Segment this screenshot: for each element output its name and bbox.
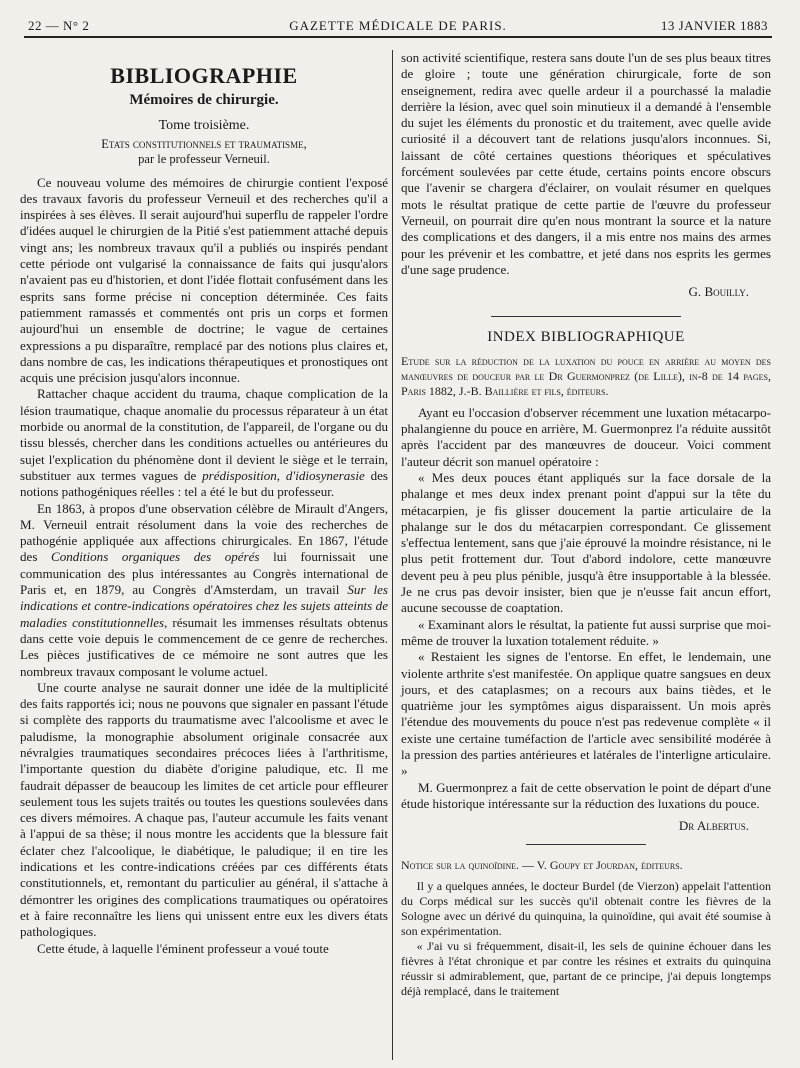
para3-italic-2: Sur les indications et contre-indications opératoires chez les sujets atteints de maladies constitutionnelles: [20, 582, 388, 630]
section-title: BIBLIOGRAPHIE: [110, 63, 298, 88]
notice-separator: [526, 844, 646, 845]
right-column: [401, 50, 771, 999]
subtitle-line-1: Etats constitutionnels et traumatisme,: [101, 136, 307, 151]
index-paragraph-4: « Restaient les signes de l'entorse. En effet, le lendemain, une violente arthrite s'est manifestée. On applique quatre sangsues en deux jours, et des cataplasmes; on a recours aux bains tièdes, et le quatrième jour les symptômes aigus disparaissent. Un mois après l'étendue des mouvements du pouce n'est pas redevenue complète « il existe une certaine tuméfaction de l'article avec sensibilité modérée à la pression des parties antérieures et latérales de l'interligne articulaire. »: [401, 649, 771, 779]
journal-title: GAZETTE MÉDICALE DE PARIS.: [289, 18, 507, 33]
para2-text-a: Rattacher chaque accident du trauma, chaque complication de la lésion traumatique, chaque anomalie du processus réparateur à un état morbide ou anormal de la constitution, de l'appareil, de l'organe ou du tissu blessés, chercher dans les conditions actuelles ou antérieures du sujet l'explication du phénomène dont il devient le siège et le terrain, substituer aux termes vagues de: [20, 386, 388, 483]
para2-text-b: des notions pathogéniques réelles : tel a été le but du professeur.: [20, 467, 388, 500]
page-number: 22 — N° 2: [28, 18, 90, 33]
review-paragraph-5: Cette étude, à laquelle l'éminent professeur a voué toute: [36, 940, 329, 956]
review-paragraph-3: [20, 501, 388, 680]
para2-italic: prédisposition, d'idiosynerasie: [202, 467, 365, 483]
notice-title: Notice sur la quinoïdine. — V. Goupy et Jourdan, éditeurs.: [401, 858, 683, 873]
notice-paragraph-2: « J'ai vu si fréquemment, disait-il, les sels de quinine échouer dans les fièvres à l'état chronique et par contre les résines et extraits du quinquina réussir si admirablement, que, partant de ce principe, j'ai depuis longtemps déjà remplacé, dans le traitement: [401, 939, 771, 999]
book-subtitle: [20, 137, 388, 167]
index-paragraph-1: Ayant eu l'occasion d'observer récemment une luxation métacarpo-phalangienne du pouce en arrière, M. Guermonprez l'a réduite aussitôt après l'accident par des manœuvres de douceur. Voici comment l'auteur décrit son manuel opératoire :: [401, 404, 771, 469]
review-paragraph-1: Ce nouveau volume des mémoires de chirurgie contient l'exposé des travaux favoris du professeur Verneuil et des recherches qu'il a inspirées à ses élèves. Il serait aujourd'hui superflu de rappeler l'ordre d'idées auquel le chirurgien de la Pitié s'est patiemment attaché depuis vingt ans; les nombreux travaux qu'il a publiés ou inspirés pendant cette période ont vulgarisé la connaissance de faits qui jusqu'alors n'avaient pas eu d'historien, et dont l'idée flottait confusément dans les esprits sans forme précise ni conception déterminée. Ces faits patiemment ramassés et commentés ont pris un corps et formen aujourd'hui un ensemble de doctrine; le vague de certaines expressions a pu disparaître, remplacé par des notions plus claires et, dans nombre de cas, les indications thérapeutiques et pronostiques ont acquis une précision jusqu'alors inconnue.: [20, 174, 388, 386]
notice-paragraph-1: Il y a quelques années, le docteur Burdel (de Vierzon) appelait l'attention du Corps médical sur les succès qu'il obtenait contre les fièvres de la Sologne avec un dérivé du quinquina, la quinoïdine, qui avait été soumise à son expérimentation.: [401, 879, 771, 939]
para3-text-b: lui fournissait une communication des plus intéressantes au Congrès international de Paris et, en 1879, au Congrès d'Amsterdam, un travail: [20, 549, 388, 598]
index-paragraph-3: « Examinant alors le résultat, la patiente fut aussi surprise que moi-même de trouver la luxation totalement réduite. »: [401, 616, 771, 648]
tome-line: Tome troisième.: [158, 118, 250, 134]
index-reference: Etude sur la réduction de la luxation du pouce en arrière au moyen des manœuvres de douceur par le Dr Guermonprez (de Lille), in-8 de 14 pages, Paris 1882, J.-B. Baillière et fils, éditeurs.: [401, 353, 771, 398]
review-continuation: son activité scientifique, restera sans doute l'un de ses plus beaux titres de gloire ; toute une génération chirurgicale, forte de son enseignement, redira avec quelle ardeur il a pourchassé la maladie derrière la lésion, avec quel soin minutieux il a demandé à l'ensemble du sujet les éléments du pronostic et du traitement, avec quelle avide curiosité il a découvert tant de relations jusqu'alors inconnues. Si, laissant de côté certaines questions théoriques et spéculatives forcément soulevées par cette étude, certains points encore obscurs que l'avenir se chargera d'éclairer, on voulait résumer en quelques mots le résultat pratique de cette partie de l'œuvre du professeur Verneuil, on pourrait dire qu'en nous montrant la source et la nature des complications et des dangers, il a mis entre nos mains des armes pour les prévenir et les combattre, et jeté dans nos esprits les germes d'une sage prudence.: [401, 50, 771, 277]
signature-bouilly: G. Bouilly.: [688, 284, 749, 300]
header-rule: [24, 36, 772, 38]
column-divider: [392, 50, 393, 1060]
subtitle-line-2: par le professeur Verneuil.: [138, 151, 270, 166]
index-paragraph-5: M. Guermonprez a fait de cette observation le point de départ d'une étude historique intéressante sur la réduction des luxations du pouce.: [401, 779, 771, 811]
para3-text-a: En 1863, à propos d'une observation célèbre de Mirault d'Angers, M. Verneuil entrait résolument dans la voie des recherches de pathogénie appliquée aux affections chirurgicales. En 1867, l'étude des: [20, 500, 388, 565]
left-column: [20, 50, 388, 957]
para3-text-c: , résumait les immenses résultats obtenus dans cette voie depuis le commencement de ce genre de recherches. Les pièces justificatives de ce mémoire ne sont autres que les nombreux travaux composant le volume actuel.: [20, 614, 388, 679]
review-paragraph-2: [20, 386, 388, 500]
issue-date: 13 JANVIER 1883: [660, 18, 768, 33]
review-paragraph-4: Une courte analyse ne saurait donner une idée de la multiplicité des faits rapportés ici; nous ne pouvons que signaler en passant l'étude si complète des rapports du traumatisme avec l'alcoolisme et avec le paludisme, la monographie absolument originale consacrée aux névralgies traumatiques secondaires précoces liées à l'arthritisme, l'importante question du diabète d'origine paludique, etc. Il me faudrait dépasser de beaucoup les limites de cet article pour effleurer seulement tous les sujets traités ou toutes les questions soulevées dans ces divers mémoires. A chaque pas, l'auteur accumule les faits venant à l'appui de sa thèse; il nous montre les accidents que la blessure fait éclater chez l'alcoolique, le diabétique, le paludique; il en tire les indications et les contre-indications créées par ces différents états constitutionnels, et, remontant du particulier au général, il s'attache à démontrer les origines des complications traumatiques ou opératoires et à faire reconnaître les liens qui unissent entre eux les divers états pathologiques.: [20, 679, 388, 940]
para3-italic-1: Conditions organiques des opérés: [51, 549, 260, 565]
index-title: INDEX BIBLIOGRAPHIQUE: [487, 329, 685, 346]
book-title: Mémoires de chirurgie.: [129, 92, 279, 108]
section-separator: [491, 316, 681, 317]
index-paragraph-2: « Mes deux pouces étant appliqués sur la face dorsale de la phalange et mes deux index prenant point d'appui sur la tête du métacarpien, je fis glisser doucement la partie articulaire de la phalange sur le dos du métacarpien correspondant. Ce glissement s'effectua lentement, sans que j'aie éprouvé la moindre résistance, ni le plus petit frottement dur. Tout d'abord indolore, cette manœuvre devent peu à peu plus pénible, jusqu'à être insupportable à la blessée. Je ne crus pas devoir insister, bien que je n'eusse fait ancun effort, aucune secousse de coaptation.: [401, 469, 771, 616]
page-header: [28, 14, 768, 36]
signature-albertus: Dr Albertus.: [678, 818, 749, 834]
